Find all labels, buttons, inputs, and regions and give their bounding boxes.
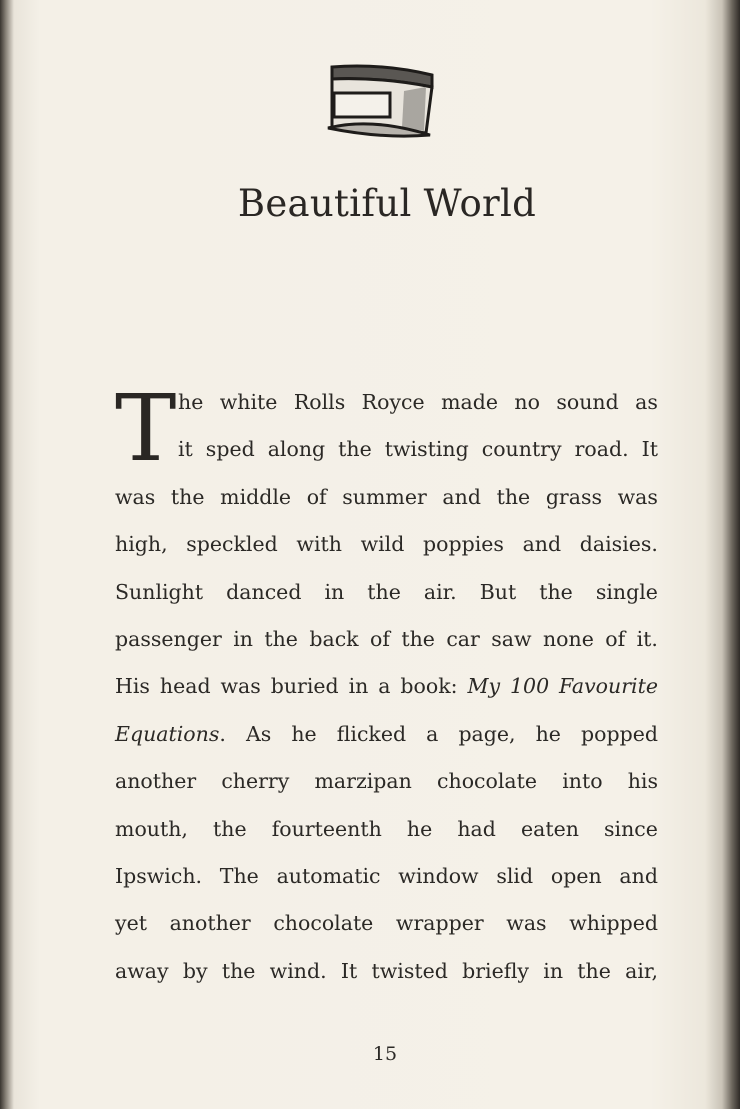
word: a bbox=[426, 721, 439, 746]
word: his bbox=[627, 769, 658, 794]
word: he bbox=[178, 390, 204, 414]
word: along bbox=[267, 437, 326, 462]
word: air, bbox=[625, 958, 658, 983]
word: Royce bbox=[361, 390, 425, 414]
chapter-title: Beautiful World bbox=[237, 182, 537, 225]
chapter-body bbox=[115, 375, 658, 1004]
word: As bbox=[245, 721, 272, 746]
text-line bbox=[115, 388, 658, 435]
word: cherry bbox=[221, 769, 290, 794]
word: automatic bbox=[276, 863, 381, 888]
word: the bbox=[213, 816, 247, 841]
word: was bbox=[506, 911, 547, 936]
word: the bbox=[577, 958, 611, 983]
word: was bbox=[617, 484, 658, 509]
word: But bbox=[479, 579, 517, 604]
word: white bbox=[219, 390, 278, 414]
word: away bbox=[115, 958, 169, 983]
word: summer bbox=[342, 484, 427, 509]
word: sound bbox=[556, 390, 619, 414]
word: air. bbox=[423, 579, 457, 604]
word: 100 bbox=[509, 674, 550, 699]
word: country bbox=[481, 437, 562, 462]
word: poppies bbox=[423, 532, 504, 557]
word: single bbox=[595, 579, 658, 604]
word: Ipswich. bbox=[115, 863, 203, 888]
word: buried bbox=[270, 674, 339, 699]
word: flicked bbox=[336, 721, 407, 746]
word: a bbox=[378, 674, 391, 699]
word: in bbox=[543, 958, 564, 983]
word: saw bbox=[491, 626, 532, 651]
word: no bbox=[514, 390, 540, 414]
word: in bbox=[233, 626, 253, 651]
word: twisted bbox=[371, 958, 448, 983]
word: the bbox=[539, 579, 573, 604]
word: the bbox=[338, 437, 372, 462]
word: page, bbox=[458, 721, 516, 746]
word: as bbox=[635, 390, 658, 414]
text-line bbox=[115, 909, 658, 956]
word: wrapper bbox=[395, 911, 484, 936]
word: the bbox=[264, 626, 298, 651]
word: another bbox=[115, 769, 197, 794]
word: the bbox=[367, 579, 401, 604]
word: His bbox=[115, 674, 150, 699]
word: Rolls bbox=[293, 390, 346, 414]
word: daisies. bbox=[579, 532, 658, 557]
book-sketch-icon bbox=[322, 55, 444, 140]
word: popped bbox=[581, 721, 658, 746]
word: danced bbox=[226, 579, 302, 604]
word: it. bbox=[636, 626, 658, 651]
word: Equations. bbox=[115, 721, 226, 746]
word: and bbox=[619, 863, 658, 888]
word: of bbox=[605, 626, 626, 651]
word: had bbox=[457, 816, 496, 841]
word: twisting bbox=[384, 437, 469, 462]
word: whipped bbox=[569, 911, 658, 936]
word: middle bbox=[220, 484, 292, 509]
word: passenger bbox=[115, 626, 222, 651]
word: It bbox=[340, 958, 358, 983]
word: the bbox=[170, 484, 205, 509]
word: It bbox=[641, 437, 658, 462]
word: Sunlight bbox=[115, 579, 204, 604]
text-line bbox=[115, 672, 658, 719]
word: speckled bbox=[186, 532, 278, 557]
word: made bbox=[441, 390, 498, 414]
word: wild bbox=[360, 532, 405, 557]
word: sped bbox=[205, 437, 255, 462]
word: with bbox=[296, 532, 342, 557]
word: the bbox=[221, 958, 256, 983]
word: grass bbox=[545, 484, 602, 509]
word: by bbox=[182, 958, 208, 983]
word: was bbox=[220, 674, 261, 699]
word: into bbox=[562, 769, 603, 794]
text-line bbox=[115, 862, 658, 909]
word: mouth, bbox=[115, 816, 188, 841]
word: window bbox=[398, 863, 479, 888]
word: road. bbox=[574, 437, 629, 462]
word: Favourite bbox=[559, 674, 658, 699]
word: My bbox=[467, 674, 501, 699]
word: briefly bbox=[462, 958, 529, 983]
text-line bbox=[115, 435, 658, 482]
word: in bbox=[324, 579, 345, 604]
word: book: bbox=[400, 674, 458, 699]
text-line bbox=[115, 483, 658, 530]
word: The bbox=[219, 863, 259, 888]
word: chocolate bbox=[437, 769, 538, 794]
word: chocolate bbox=[273, 911, 374, 936]
word: none bbox=[542, 626, 594, 651]
word: he bbox=[406, 816, 433, 841]
word: the bbox=[401, 626, 435, 651]
text-line bbox=[115, 957, 658, 1004]
word: another bbox=[169, 911, 251, 936]
word: of bbox=[370, 626, 390, 651]
text-line bbox=[115, 625, 658, 672]
text-line bbox=[115, 720, 658, 767]
word: open bbox=[550, 863, 602, 888]
page-number: 15 bbox=[372, 1043, 398, 1065]
word: eaten bbox=[520, 816, 579, 841]
word: wind. bbox=[269, 958, 327, 983]
text-line bbox=[115, 578, 658, 625]
text-line bbox=[115, 815, 658, 862]
word: and bbox=[522, 532, 562, 557]
word: in bbox=[348, 674, 369, 699]
word: slid bbox=[496, 863, 534, 888]
word: was bbox=[115, 484, 156, 509]
word: of bbox=[306, 484, 327, 509]
word: and bbox=[442, 484, 481, 509]
text-line bbox=[115, 767, 658, 814]
word: high, bbox=[115, 532, 168, 557]
word: it bbox=[178, 437, 193, 462]
drop-cap: T bbox=[115, 375, 177, 482]
word: car bbox=[446, 626, 480, 651]
word: yet bbox=[115, 911, 147, 936]
word: marzipan bbox=[314, 769, 412, 794]
text-line bbox=[115, 530, 658, 577]
word: he bbox=[291, 721, 317, 746]
word: since bbox=[604, 816, 658, 841]
word: back bbox=[309, 626, 359, 651]
word: the bbox=[496, 484, 531, 509]
word: head bbox=[159, 674, 211, 699]
word: he bbox=[535, 721, 561, 746]
word: fourteenth bbox=[271, 816, 382, 841]
